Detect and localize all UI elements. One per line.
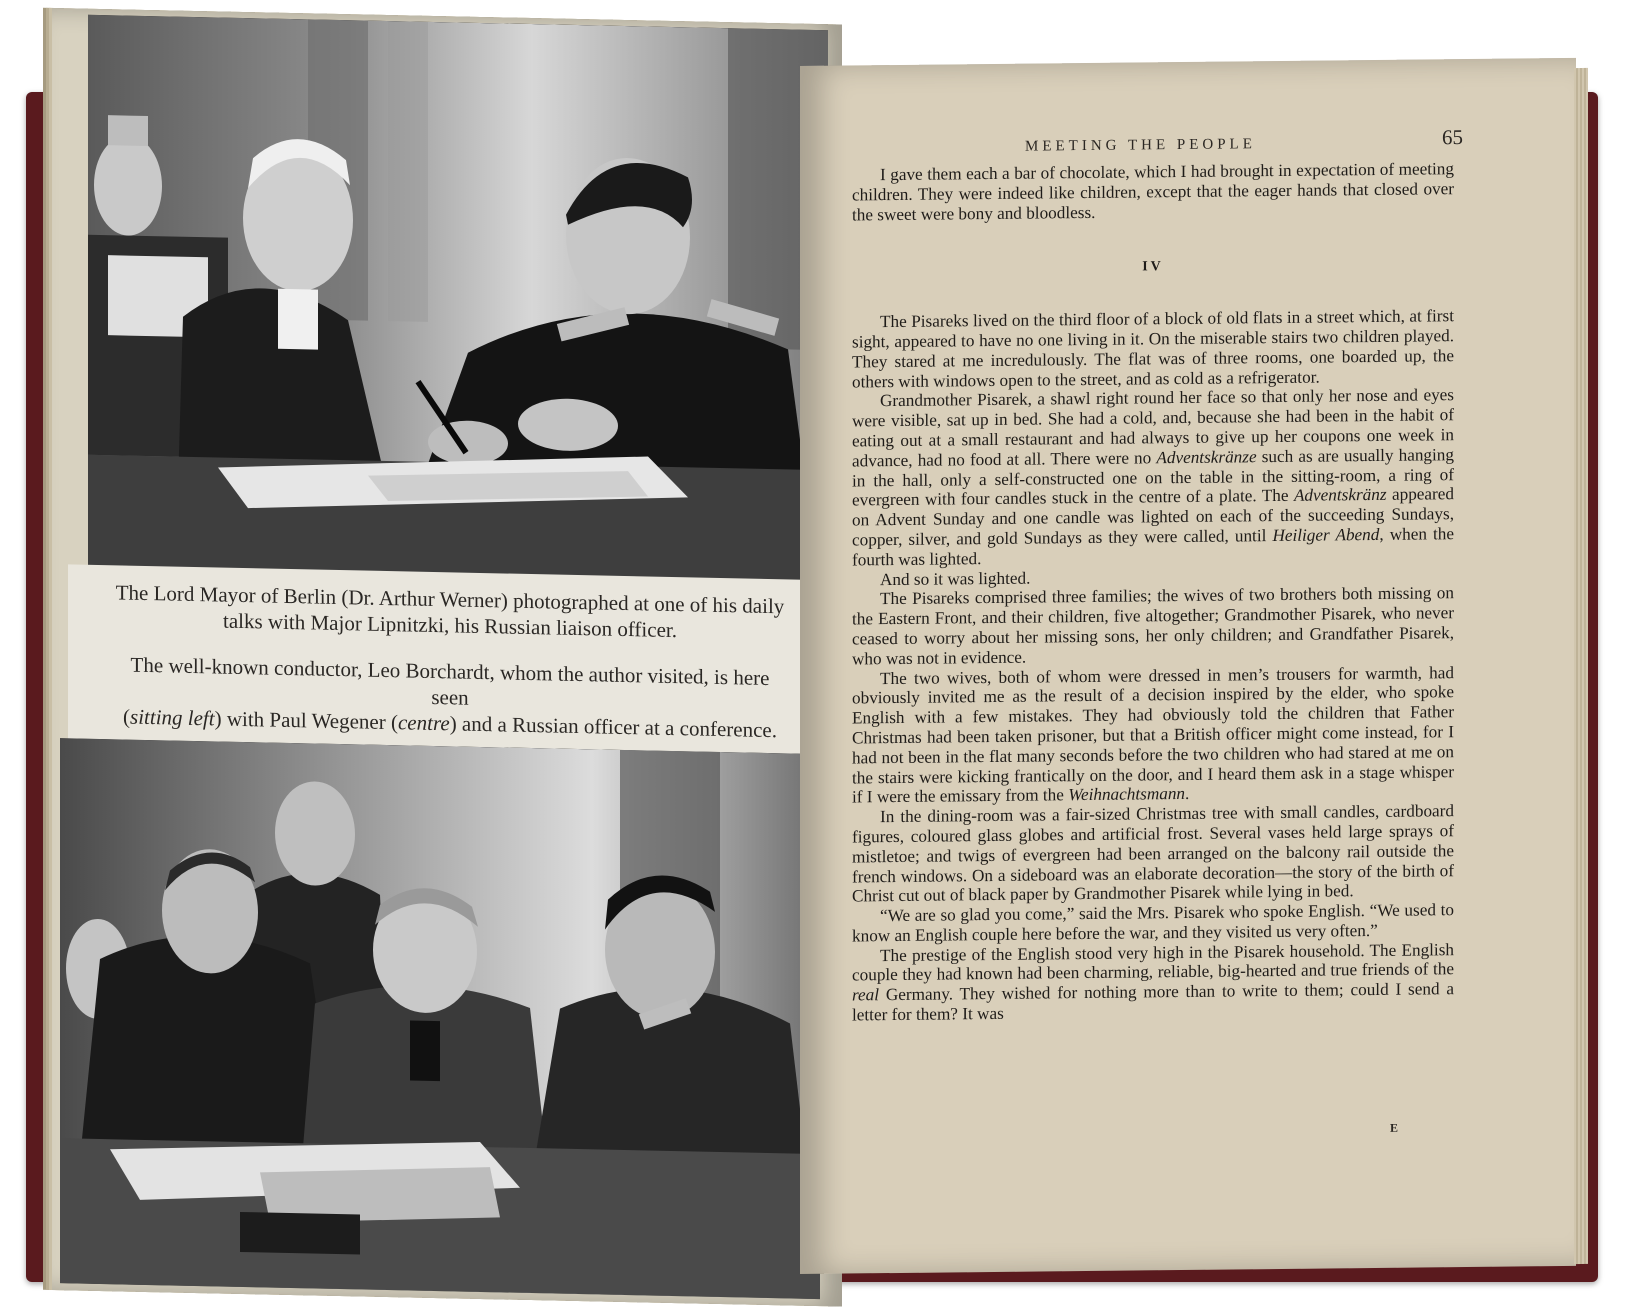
- right-page: [800, 58, 1576, 1274]
- text-run: The two wives, both of whom were dressed in men’s trousers for warmth, had obviously invited me as the result of a decision inspired by the elder, who spoke English with a few mistakes. They had obviously told the children that Father Christmas had been taken prisoner, but that a British officer might come instead, for I had not been in the flat many seconds before the two children who had stared at me on the stairs were kicking frantically on the door, and I heard them ask in a stage whisper if I were the emissary from the: [852, 662, 1454, 807]
- text-run: Grandmother Pisarek, a shawl right round her face so that only her nose and eyes were visible, sat up in bed. She had a cold, and, because she had been in the habit of eating out at a small restaurant and had always to give up her coupons one week in advance, had no food at all. There were no: [852, 385, 1454, 471]
- italic-term: Adventskränz: [1293, 485, 1387, 506]
- photo-conference-image: [60, 738, 820, 1299]
- page-number: 65: [1442, 125, 1463, 150]
- paragraph-families: The Pisareks comprised three families; the wives of two brothers both missing on the Eastern Front, and their children, five altogether; Grandmother Pisarek, who never ceased to worry about her missing sons, her only children; and Grandfather Pisarek, who was not in evidence.: [852, 583, 1454, 669]
- text-run: such as are usually hanging in the hall, only a self-constructed one on the table in the sitting-room, a ring of evergreen with four candles stuck in the centre of a plate. The: [852, 444, 1454, 510]
- caption-text: ) with Paul Wegener (: [214, 706, 398, 735]
- italic-term: Heiliger Abend: [1272, 524, 1380, 546]
- page-edge: [1574, 68, 1588, 1264]
- signature-mark: E: [1390, 1120, 1399, 1135]
- caption-lord-mayor: [110, 579, 790, 645]
- text-run: appeared on Advent Sunday and one candle was lighted on each of the succeeding Sundays, copper, silver, and gold Sundays as they were called, until: [852, 484, 1454, 550]
- caption-lord-mayor-line1: The Lord Mayor of Berlin (Dr. Arthur Werner) photographed at one of his daily: [115, 580, 785, 619]
- caption-italic-centre: centre: [397, 710, 450, 736]
- paragraph-prestige: [852, 940, 1454, 1025]
- caption-text: (: [123, 704, 131, 729]
- paragraph-dining-room: In the dining-room was a fair-sized Christmas tree with small candles, cardboard figures, coloured glass globes and artificial frost. Several vases held large sprays of mistletoe; and twigs of evergreen had been arranged on the balcony rail outside the french windows. On a sideboard was an elaborate decoration—the story of the birth of Christ cut out of black paper by Grandmother Pisarek while lying in bed.: [852, 801, 1454, 906]
- paragraph-pisareks-flat: The Pisareks lived on the third floor of a block of old flats in a street which, at first sight, appeared to have no one living in it. On the miserable stairs two children played. They stared at me incredulously. The flat was of three rooms, one boarded up, the others with windows open to the street, and as cold as a refrigerator.: [852, 306, 1454, 392]
- paragraph-chocolate: I gave them each a bar of chocolate, which I had brought in expectation of meeting children. They were indeed like children, except that the eager hands that closed over the sweet were bony and bloodless.: [852, 159, 1454, 225]
- body-text: [852, 159, 1454, 1025]
- photo-lord-mayor: [88, 15, 828, 583]
- paragraph-quote: “We are so glad you come,” said the Mrs. Pisarek who spoke English. “We used to know an English couple here before the war, and they visited us very often.”: [852, 900, 1454, 946]
- photo-conference: [60, 738, 820, 1299]
- open-book: [22, 8, 1607, 1288]
- caption-text: ) and a Russian officer at a conference.: [449, 711, 777, 743]
- text-run: .: [1185, 784, 1190, 804]
- text-run: The prestige of the English stood very high in the Pisarek household. The English couple they had known had been charming, reliable, big-hearted and true friends of the: [852, 939, 1454, 985]
- caption-conductor-line1: The well-known conductor, Leo Borchardt, whom the author visited, is here seen: [130, 652, 770, 710]
- caption-block: [68, 564, 828, 756]
- paragraph-lighted: And so it was lighted.: [880, 568, 1031, 589]
- text-run: Germany. They wished for nothing more than to write to them; could I send a letter for them? It was: [852, 979, 1454, 1025]
- photo-lord-mayor-image: [88, 15, 828, 583]
- left-page: [52, 8, 842, 1307]
- caption-lord-mayor-line2: talks with Major Lipnitzki, his Russian liaison officer.: [223, 608, 677, 643]
- text-run: , when the fourth was lighted.: [852, 524, 1454, 570]
- italic-term: real: [852, 985, 880, 1005]
- italic-term: Adventskränze: [1156, 446, 1257, 468]
- paragraph-grandmother: [852, 386, 1454, 570]
- section-numeral: IV: [1142, 259, 1164, 275]
- running-head: MEETING THE PEOPLE: [1025, 136, 1256, 155]
- paragraph-two-wives: [852, 663, 1454, 808]
- caption-italic-sitting-left: sitting left: [130, 704, 215, 731]
- italic-term: Weihnachtsmann: [1068, 784, 1186, 805]
- caption-conductor: [110, 651, 790, 743]
